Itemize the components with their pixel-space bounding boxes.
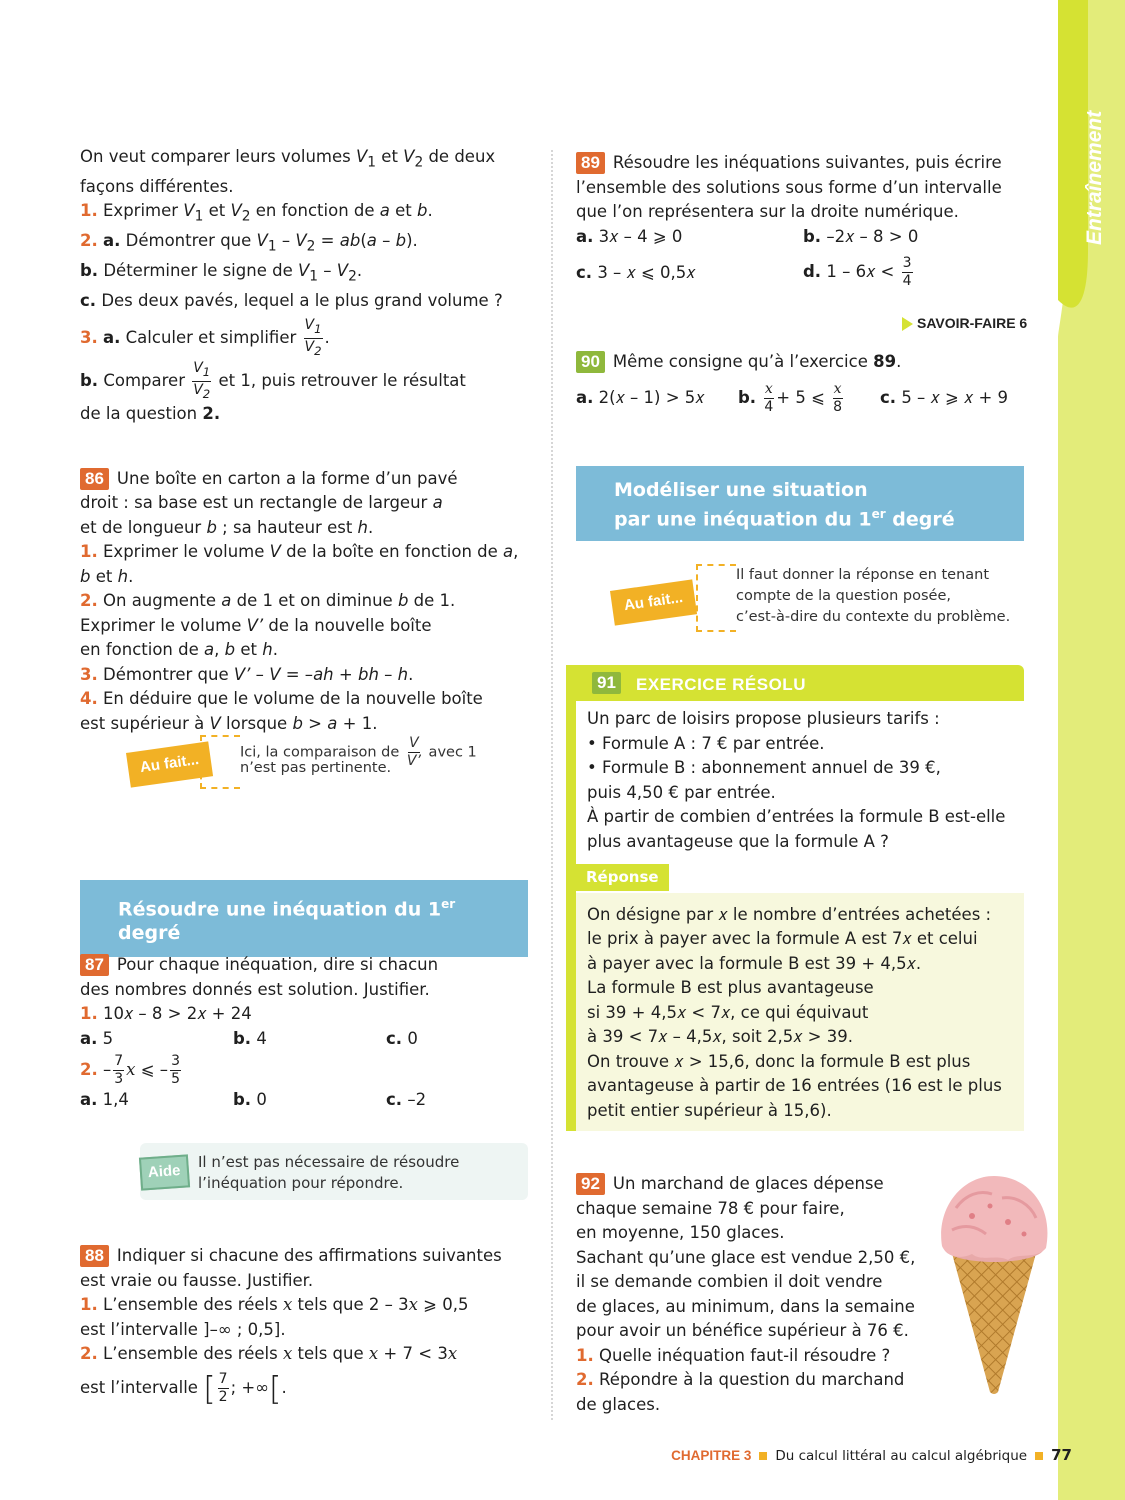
ice-cream-illustration <box>932 1168 1056 1396</box>
savoir-faire-link[interactable]: SAVOIR-FAIRE 6 <box>902 311 1027 336</box>
exercise-number: 91 <box>592 672 621 694</box>
exercise-number: 89 <box>576 152 605 174</box>
exercise-91-resolved: 91 EXERCICE RÉSOLU Un parc de loisirs propose plusieurs tarifs : • Formule A : 7 € par entrée. • Formule B : abonnement annuel de 39 €, puis 4,50 € par entrée. À partir de combien d’entrées la formule B est-elle plus avantageuse que la formule A ? Réponse On désigne par 𝑥 le nombre d’entrées achetées : le prix à payer avec la formule A est 7𝑥 et celui à payer avec la formule B est 39 + 4,5𝑥. La formule B est plus avantageuse si 39 + 4,5𝑥 < 7𝑥, ce qui équivaut à 39 < 7𝑥 – 4,5𝑥, soit 2,5𝑥 > 39. On trouve 𝑥 > 15,6, donc la formule B est plus avantageuse à partir de 16 entrées (16 est le plus petit entier supérieur à 15,6). <box>566 665 1024 1131</box>
section-title-resoudre: Résoudre une inéquation du 1er degré <box>80 880 528 957</box>
exercise-number: 90 <box>576 351 605 373</box>
column-divider <box>551 150 553 1420</box>
response-box: On désigne par 𝑥 le nombre d’entrées achetées : le prix à payer avec la formule A est 7𝑥 et celui à payer avec la formule B est 39 + 4,5𝑥. La formule B est plus avantageuse si 39 + 4,5𝑥 < 7𝑥, ce qui équivaut à 39 < 7𝑥 – 4,5𝑥, soit 2,5𝑥 > 39. On trouve 𝑥 > 15,6, donc la formule B est plus avantageuse à partir de 16 entrées (16 est le plus petit entier supérieur à 15,6). <box>566 893 1024 1132</box>
exercise-86: 86 Une boîte en carton a la forme d’un pavé droit : sa base est un rectangle de largeur a et de longueur b ; sa hauteur est h. 1. Exprimer le volume V de la boîte en fonction de a, b et h. 2. On augmente a de 1 et on diminue b de 1. Exprimer le volume V’ de la nouvelle boîte en fonction de a, b et h. 3. Démontrer que V’ – V = –ah + bh – h. 4. En déduire que le volume de la nouvelle boîte est supérieur à V lorsque b > a + 1. <box>80 468 519 733</box>
exercise-number: 86 <box>80 468 109 490</box>
exercise-number: 87 <box>80 954 109 976</box>
aide-tag: Aide <box>139 1154 190 1190</box>
exercise-90: 90 Même consigne qu’à l’exercice 89. a. 2(𝑥 – 1) > 5𝑥 b. $\frac{x}{4}$ + 5 ⩽ $\frac{x}{8}$ c. 5 – 𝑥 ⩾ 𝑥 + 9 <box>576 352 1009 415</box>
aide-hint: Aide Il n’est pas nécessaire de résoudre l’inéquation pour répondre. <box>140 1143 528 1200</box>
au-fait-note-1: Au fait... Ici, la comparaison de $\frac{V}{V’}$ avec 1 n’est pas pertinente. <box>124 733 524 793</box>
exercise-88: 88 Indiquer si chacune des affirmations suivantes est vraie ou fausse. Justifier. 1. L’ensemble des réels x tels que 2 – 3x ⩾ 0,5 est l’intervalle ]–∞ ; 0,5]. 2. L’ensemble des réels x tels que x + 7 < 3x est l’intervalle [ $\frac{7}{2}$ ; +∞[. <box>80 1246 502 1407</box>
page-number: 77 <box>1051 1446 1072 1464</box>
resolved-title: EXERCICE RÉSOLU <box>636 675 806 694</box>
exercise-92: 92 Un marchand de glaces dépense chaque semaine 78 € pour faire, en moyenne, 150 glaces. Sachant qu’une glace est vendue 2,50 €, il se demande combien il doit vendre de glaces, au minimum, dans la semaine pour avoir un bénéfice supérieur à 76 €. 1. Quelle inéquation faut-il résoudre ? 2. Répondre à la question du marchand de glaces. <box>576 1174 916 1414</box>
exercise-number: 88 <box>80 1245 109 1267</box>
exercise-number: 92 <box>576 1173 605 1195</box>
au-fait-note-2: Au fait... Il faut donner la réponse en tenant compte de la question posée, c’est-à-dire du contexte du problème. <box>608 563 1028 635</box>
exercise-89: 89 Résoudre les inéquations suivantes, puis écrire l’ensemble des solutions sous forme d’un intervalle que l’on représentera sur la droite numérique. a. 3𝑥 – 4 ⩾ 0 b. –2𝑥 – 8 > 0 c. 3 – 𝑥 ⩽ 0,5𝑥 d. 1 – 6𝑥 < $\frac{3}{4}$ <box>576 153 1002 289</box>
section-title-modeliser: Modéliser une situation par une inéquation du 1er degré <box>576 466 1024 541</box>
square-icon <box>1035 1452 1043 1460</box>
response-label: Réponse <box>576 864 669 891</box>
au-fait-tag: Au fait... <box>126 741 213 787</box>
side-tab-label: Entraînement <box>1083 110 1106 245</box>
left-column <box>80 145 530 736</box>
square-icon <box>759 1452 767 1460</box>
footer-chapter: CHAPITRE 3 <box>671 1448 752 1463</box>
footer-title: Du calcul littéral au calcul algébrique <box>775 1448 1028 1464</box>
triangle-icon <box>902 317 913 331</box>
exercise-85: On veut comparer leurs volumes $V_1$ et $V_2$ de deux façons différentes. 1. Exprimer $V_1$ et $V_2$ en fonction de a et b. 2. a. Démontrer que $V_1 - V_2 = ab(a - b)$. b. Déterminer le signe de $V_1 - V_2$. c. Des deux pavés, lequel a le plus grand volume ? 3. a. Calculer et simplifier $\frac{V_1}{V_2}$ . b. Comparer $\frac{V_1}{V_2}$ et 1, puis retrouver le résultat de la question 2. <box>80 147 503 424</box>
exercise-87: 87 Pour chaque inéquation, dire si chacun des nombres donnés est solution. Justifier. 1. 10𝑥 – 8 > 2𝑥 + 24 a. 5 b. 4 c. 0 2. – $\frac{7}{3}$ x ⩽ – $\frac{3}{5}$ a. 1,4 b. 0 c. –2 <box>80 955 439 1109</box>
page-footer <box>671 1445 1072 1466</box>
au-fait-tag: Au fait... <box>610 579 697 625</box>
